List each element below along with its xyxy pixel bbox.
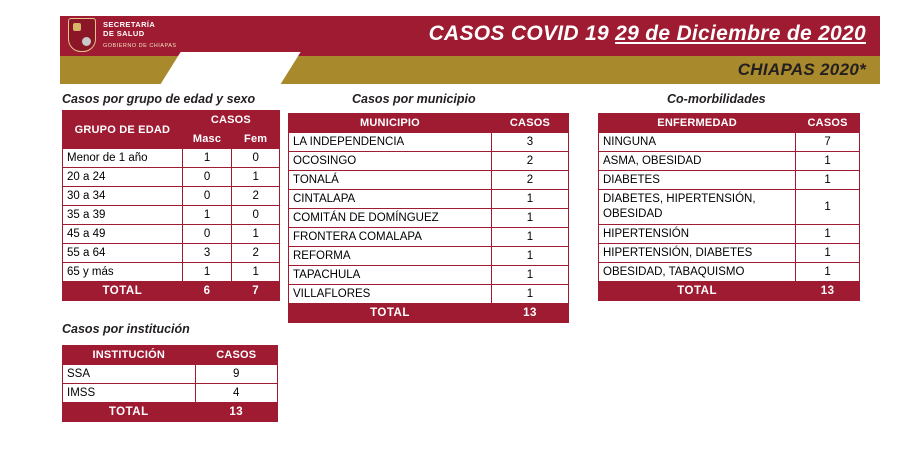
cell-casos: 1	[491, 285, 568, 304]
total-label: TOTAL	[599, 282, 796, 301]
cell-fem: 1	[232, 263, 280, 282]
table-header-row	[599, 114, 860, 133]
cell-fem: 2	[232, 187, 280, 206]
cell-casos: 1	[796, 263, 860, 282]
table-total-row	[599, 282, 860, 301]
cell-grupo: 55 a 64	[63, 244, 183, 263]
cell-fem: 0	[232, 206, 280, 225]
cell-masc: 1	[182, 149, 232, 168]
cell-municipio: TAPACHULA	[289, 266, 492, 285]
table-edad-sexo	[62, 110, 280, 301]
banner-title	[429, 22, 866, 46]
cell-fem: 2	[232, 244, 280, 263]
cell-casos: 1	[491, 190, 568, 209]
section-title-comorbilidades: Co-morbilidades	[667, 92, 766, 106]
col-casos: CASOS	[491, 114, 568, 133]
cell-municipio: FRONTERA COMALAPA	[289, 228, 492, 247]
table-row	[63, 149, 280, 168]
cell-casos: 1	[796, 225, 860, 244]
total-label: TOTAL	[63, 282, 183, 301]
cell-grupo: 30 a 34	[63, 187, 183, 206]
cell-enfermedad: OBESIDAD, TABAQUISMO	[599, 263, 796, 282]
page-header-banner	[60, 16, 880, 84]
cell-casos: 1	[796, 171, 860, 190]
logo-line-2: DE SALUD	[103, 28, 145, 38]
table-row	[63, 365, 278, 384]
cell-institucion: SSA	[63, 365, 196, 384]
cell-municipio: CINTALAPA	[289, 190, 492, 209]
cell-casos: 7	[796, 133, 860, 152]
total-casos: 13	[195, 403, 278, 422]
total-label: TOTAL	[289, 304, 492, 323]
col-grupo-edad: GRUPO DE EDAD	[63, 111, 183, 149]
table-row	[289, 209, 569, 228]
table-row	[289, 152, 569, 171]
cell-municipio: COMITÁN DE DOMÍNGUEZ	[289, 209, 492, 228]
cell-enfermedad: NINGUNA	[599, 133, 796, 152]
cell-enfermedad: HIPERTENSIÓN, DIABETES	[599, 244, 796, 263]
cell-casos: 1	[491, 209, 568, 228]
cell-casos: 9	[195, 365, 278, 384]
chiapas-shield-icon	[68, 18, 96, 52]
table-row	[289, 266, 569, 285]
col-masc: Masc	[182, 130, 232, 149]
cell-masc: 0	[182, 187, 232, 206]
cell-casos: 4	[195, 384, 278, 403]
total-label: TOTAL	[63, 403, 196, 422]
table-row	[63, 187, 280, 206]
table-municipio	[288, 113, 569, 323]
col-institucion: INSTITUCIÓN	[63, 346, 196, 365]
cell-grupo: 35 a 39	[63, 206, 183, 225]
cell-masc: 1	[182, 263, 232, 282]
cell-fem: 1	[232, 225, 280, 244]
cell-grupo: 45 a 49	[63, 225, 183, 244]
table-row	[599, 190, 860, 225]
table-row	[289, 228, 569, 247]
table-comorbilidades	[598, 113, 860, 301]
table-row	[289, 190, 569, 209]
cell-enfermedad: DIABETES, HIPERTENSIÓN, OBESIDAD	[599, 190, 796, 225]
cell-municipio: VILLAFLORES	[289, 285, 492, 304]
cell-casos: 1	[491, 228, 568, 247]
cell-enfermedad: HIPERTENSIÓN	[599, 225, 796, 244]
table-row	[63, 244, 280, 263]
table-row	[63, 206, 280, 225]
cell-enfermedad: DIABETES	[599, 171, 796, 190]
section-title-institucion: Casos por institución	[62, 322, 190, 336]
cell-masc: 1	[182, 206, 232, 225]
section-title-edad-sexo: Casos por grupo de edad y sexo	[62, 92, 256, 106]
table-header-row	[63, 111, 280, 130]
col-casos: CASOS	[182, 111, 279, 130]
col-enfermedad: ENFERMEDAD	[599, 114, 796, 133]
section-title-municipio: Casos por municipio	[352, 92, 476, 106]
table-row	[289, 133, 569, 152]
cell-casos: 1	[796, 152, 860, 171]
cell-casos: 1	[796, 190, 860, 225]
table-row	[599, 133, 860, 152]
col-casos: CASOS	[195, 346, 278, 365]
cell-fem: 1	[232, 168, 280, 187]
cell-casos: 2	[491, 152, 568, 171]
col-casos: CASOS	[796, 114, 860, 133]
table-row	[289, 247, 569, 266]
table-row	[599, 244, 860, 263]
total-casos: 13	[491, 304, 568, 323]
cell-casos: 1	[491, 266, 568, 285]
table-row	[599, 171, 860, 190]
table-row	[599, 152, 860, 171]
table-row	[599, 263, 860, 282]
total-fem: 7	[232, 282, 280, 301]
banner-title-main: CASOS COVID 19	[428, 22, 616, 45]
banner-title-date: 29 de Diciembre de 2020	[615, 22, 866, 45]
table-institucion	[62, 345, 278, 422]
col-fem: Fem	[232, 130, 280, 149]
cell-masc: 3	[182, 244, 232, 263]
cell-masc: 0	[182, 168, 232, 187]
logo-line-3: GOBIERNO DE CHIAPAS	[103, 42, 177, 49]
cell-grupo: 20 a 24	[63, 168, 183, 187]
banner-wedge	[159, 52, 300, 86]
cell-institucion: IMSS	[63, 384, 196, 403]
table-row	[63, 168, 280, 187]
cell-casos: 1	[796, 244, 860, 263]
table-row	[289, 285, 569, 304]
cell-fem: 0	[232, 149, 280, 168]
cell-casos: 3	[491, 133, 568, 152]
cell-municipio: REFORMA	[289, 247, 492, 266]
cell-casos: 2	[491, 171, 568, 190]
table-row	[63, 225, 280, 244]
table-header-row	[63, 346, 278, 365]
table-row	[289, 171, 569, 190]
col-municipio: MUNICIPIO	[289, 114, 492, 133]
table-row	[599, 225, 860, 244]
total-masc: 6	[182, 282, 232, 301]
logo-line-1: SECRETARÍA	[103, 19, 156, 29]
cell-casos: 1	[491, 247, 568, 266]
total-casos: 13	[796, 282, 860, 301]
table-header-row	[289, 114, 569, 133]
cell-municipio: OCOSINGO	[289, 152, 492, 171]
cell-municipio: TONALÁ	[289, 171, 492, 190]
secretaria-de-salud-logo	[68, 18, 177, 52]
table-row	[63, 263, 280, 282]
table-total-row	[63, 282, 280, 301]
cell-municipio: LA INDEPENDENCIA	[289, 133, 492, 152]
banner-subtitle: CHIAPAS 2020*	[737, 60, 866, 79]
table-total-row	[63, 403, 278, 422]
table-row	[63, 384, 278, 403]
cell-enfermedad: ASMA, OBESIDAD	[599, 152, 796, 171]
cell-grupo: 65 y más	[63, 263, 183, 282]
table-total-row	[289, 304, 569, 323]
cell-masc: 0	[182, 225, 232, 244]
cell-grupo: Menor de 1 año	[63, 149, 183, 168]
